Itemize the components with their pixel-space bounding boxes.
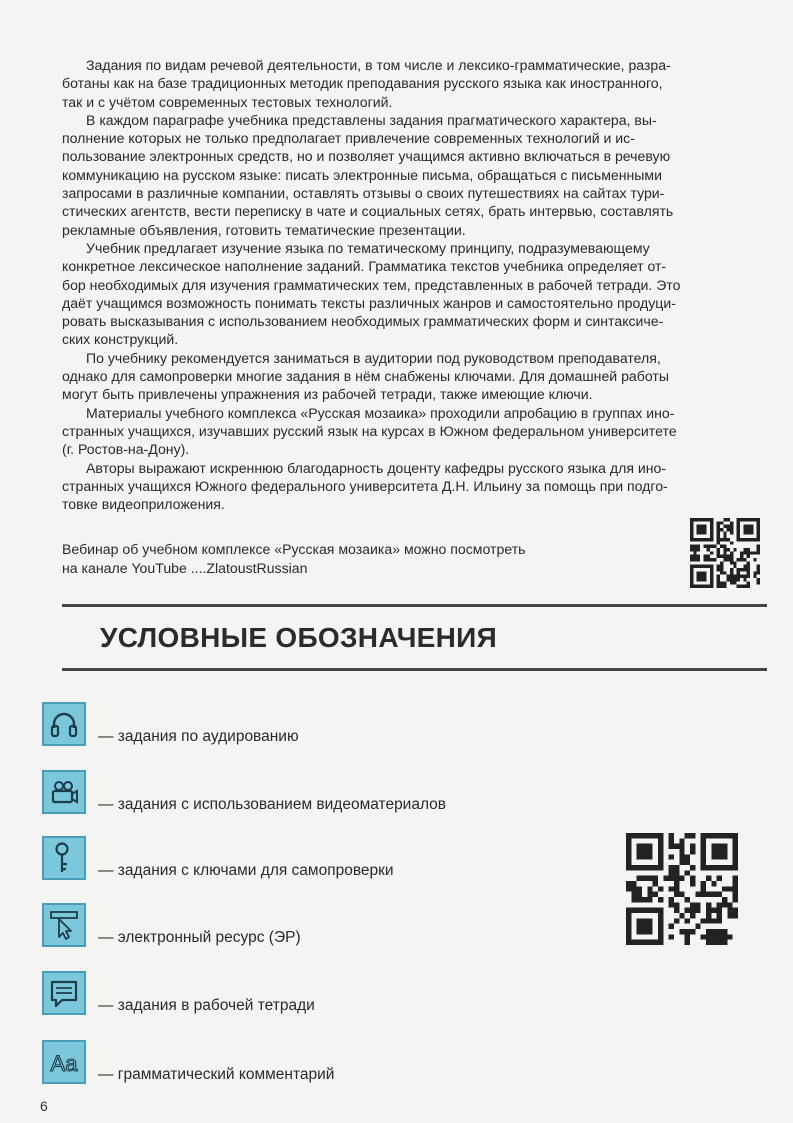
qr-code-icon[interactable] [690, 518, 760, 588]
paragraph-6: Авторы выражают искреннюю благодарность доценту кафедры русского языка для ино- странных учащихся Южного федерального университета Д.Н. Ильину за помощь при подго- товке видеоприложения. [62, 459, 668, 513]
page-number: 6 [40, 1098, 48, 1114]
legend-text-audio: — задания по аудированию [98, 728, 299, 745]
paragraph-2: В каждом параграфе учебника представлены задания прагматического характера, вы- полнение которых не только предполагает привлечение современных технологий и ис- пользование электронных средств, но и позволяет учащимся активно включаться в речевую коммуникацию на русском языке: писать электронные письма, обращаться с письменными запросами в различные компании, оставлять отзывы о своих путешествиях на сайтах тури- стических агентств, вести переписку в чате и социальных сетях, брать интервью, составлять рекламные объявления, готовить тематические презентации. [62, 111, 674, 238]
key-icon [42, 836, 86, 880]
paragraph-4: По учебнику рекомендуется заниматься в аудитории под руководством преподавателя, однако для самопроверки многие задания в нём снабжены ключами. Для домашней работы могут быть привлечены упражнения из рабочей тетради, также имеющие ключи. [62, 349, 669, 403]
aa-letters-icon [42, 1040, 86, 1084]
legend-text-video: — задания с использованием видеоматериалов [98, 796, 447, 813]
intro-text [62, 56, 764, 513]
paragraph-5: Материалы учебного комплекса «Русская мозаика» проходили апробацию в группах ино- странных учащихся, изучавших русский язык на курсах в Южном федеральном университете (г. Ростов-на-Дону). [62, 404, 677, 458]
legend-text-eresource: — электронный ресурс (ЭР) [98, 929, 301, 946]
webinar-note: Вебинар об учебном комплексе «Русская мозаика» можно посмотреть на канале YouTube ....ZlatoustRussian [62, 541, 526, 576]
svg-text:Aa: Aa [50, 1051, 78, 1076]
paragraph-3: Учебник предлагает изучение языка по тематическому принципу, подразумевающему конкретное лексическое наполнение заданий. Грамматика текстов учебника определяет от- бор необходимых для изучения грамматических тем, представленных в рабочей тетради. Это даёт учащимся возможность понимать тексты различных жанров и самостоятельно продуци- ровать высказывания с использованием необходимых грамматических форм и синтаксиче- ских конструкций. [62, 239, 681, 348]
legend-text-grammar: — грамматический комментарий [98, 1066, 335, 1083]
cursor-icon [42, 903, 86, 947]
section-divider-bottom [62, 668, 767, 671]
paragraph-1: Задания по видам речевой деятельности, в том числе и лексико-грамматические, разра- ботаны как на базе традиционных методик преподавания русского языка как иностранного, так и с учётом современных тестовых технологий. [62, 57, 671, 110]
section-title: УСЛОВНЫЕ ОБОЗНАЧЕНИЯ [100, 622, 498, 653]
speech-bubble-icon [42, 971, 86, 1015]
legend-text-workbook: — задания в рабочей тетради [98, 997, 315, 1014]
legend-text-keys: — задания с ключами для самопроверки [98, 862, 394, 879]
headphones-icon [42, 702, 86, 746]
section-divider-top [62, 604, 767, 607]
video-camera-icon [42, 770, 86, 814]
qr-code-icon[interactable] [626, 833, 738, 945]
